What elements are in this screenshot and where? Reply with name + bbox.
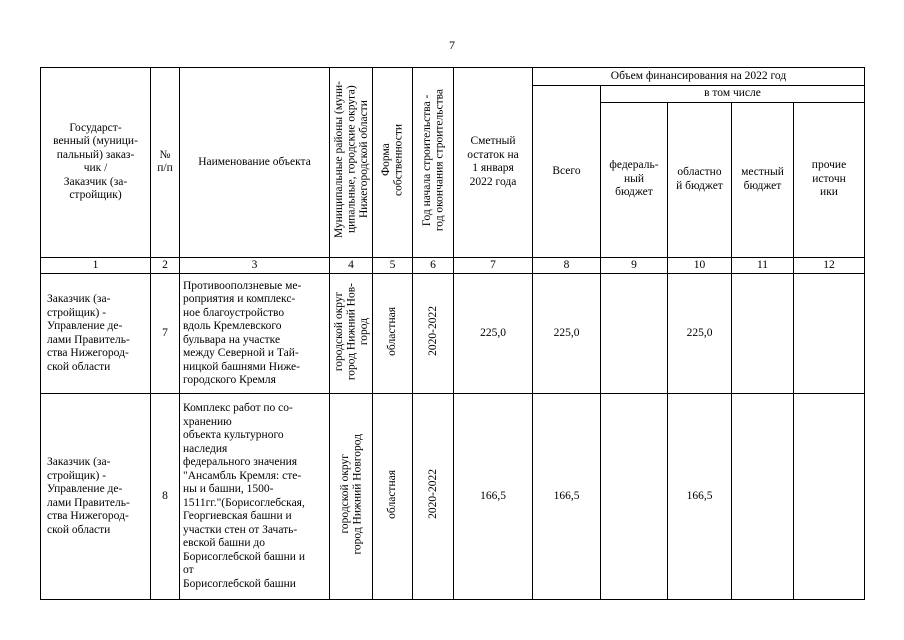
- column-number: 9: [601, 257, 668, 274]
- column-number: 12: [794, 257, 865, 274]
- row-municipal: городской округ город Нижний Нов- город: [333, 282, 370, 380]
- header-funding-group: Объем финансирования на 2022 год: [533, 68, 865, 86]
- row-federal: [601, 394, 668, 600]
- row-other: [794, 274, 865, 394]
- header-customer: Государст- венный (муници- пальный) заказ- чик / Заказчик (за- стройщик): [41, 68, 151, 258]
- row-municipal-cell: [330, 274, 373, 394]
- row-ownership-cell: [373, 274, 413, 394]
- row-regional: 225,0: [668, 274, 732, 394]
- row-number: 7: [151, 274, 180, 394]
- table-row: [41, 274, 865, 394]
- row-estimated-balance: 166,5: [454, 394, 533, 600]
- column-number: 11: [732, 257, 794, 274]
- row-local: [732, 394, 794, 600]
- row-municipal-cell: [330, 394, 373, 600]
- row-federal: [601, 274, 668, 394]
- header-estimated-balance: Сметный остаток на 1 января 2022 года: [454, 68, 533, 258]
- page-number: 7: [449, 38, 455, 52]
- row-object-name: Комплекс работ по со- хранению объекта культурного наследия федерального значения "Ансамбль Кремля: сте- ны и башни, 1500- 1511гг."(Борисоглебская, Георгиевская башни и участки стен от Зачать- евской башни до Борисоглебской башни и от Борисоглебской башни: [180, 394, 330, 600]
- header-including: в том числе: [601, 86, 865, 103]
- row-local: [732, 274, 794, 394]
- header-local: местный бюджет: [732, 102, 794, 257]
- column-number: 2: [151, 257, 180, 274]
- header-years: Год начала строительства - год окончания строительства: [420, 88, 445, 232]
- row-object-name: Противооползневые ме- роприятия и комплекс- ное благоустройство вдоль Кремлевского бульвара на участке между Северной и Тай- ницкой башнями Ниже- городского Кремля: [180, 274, 330, 394]
- header-ownership-cell: [373, 68, 413, 258]
- row-other: [794, 394, 865, 600]
- row-number: 8: [151, 394, 180, 600]
- row-customer: Заказчик (за- стройщик) - Управление де- лами Правитель- ства Нижегород- ской области: [41, 274, 151, 394]
- header-ownership: Форма собственности: [380, 124, 405, 196]
- header-regional: областно й бюджет: [668, 102, 732, 257]
- column-number: 3: [180, 257, 330, 274]
- row-ownership: областная: [386, 306, 399, 356]
- header-federal: федераль- ный бюджет: [601, 102, 668, 257]
- header-number: № п/п: [151, 68, 180, 258]
- table-row: [41, 394, 865, 600]
- row-years: 2020-2022: [426, 469, 439, 520]
- row-estimated-balance: 225,0: [454, 274, 533, 394]
- row-customer: Заказчик (за- стройщик) - Управление де- лами Правитель- ства Нижегород- ской области: [41, 394, 151, 600]
- row-regional: 166,5: [668, 394, 732, 600]
- row-ownership-cell: [373, 394, 413, 600]
- row-years: 2020-2022: [426, 306, 439, 357]
- header-object-name: Наименование объекта: [180, 68, 330, 258]
- column-number: 10: [668, 257, 732, 274]
- column-number: 5: [373, 257, 413, 274]
- column-number: 6: [413, 257, 454, 274]
- row-years-cell: [413, 394, 454, 600]
- row-municipal: городской округ город Нижний Новгород: [338, 433, 363, 555]
- header-other: прочие источн ики: [794, 102, 865, 257]
- row-total: 225,0: [533, 274, 601, 394]
- financing-table: [40, 67, 865, 600]
- header-municipal-cell: [330, 68, 373, 258]
- row-years-cell: [413, 274, 454, 394]
- column-number: 1: [41, 257, 151, 274]
- header-municipal: Муниципальные районы (муни- ципальные, городские округа) Нижегородской области: [333, 81, 370, 239]
- column-number: 7: [454, 257, 533, 274]
- row-total: 166,5: [533, 394, 601, 600]
- row-ownership: областная: [386, 469, 399, 519]
- header-years-cell: [413, 68, 454, 258]
- column-number: 4: [330, 257, 373, 274]
- header-total: Всего: [533, 86, 601, 258]
- column-number: 8: [533, 257, 601, 274]
